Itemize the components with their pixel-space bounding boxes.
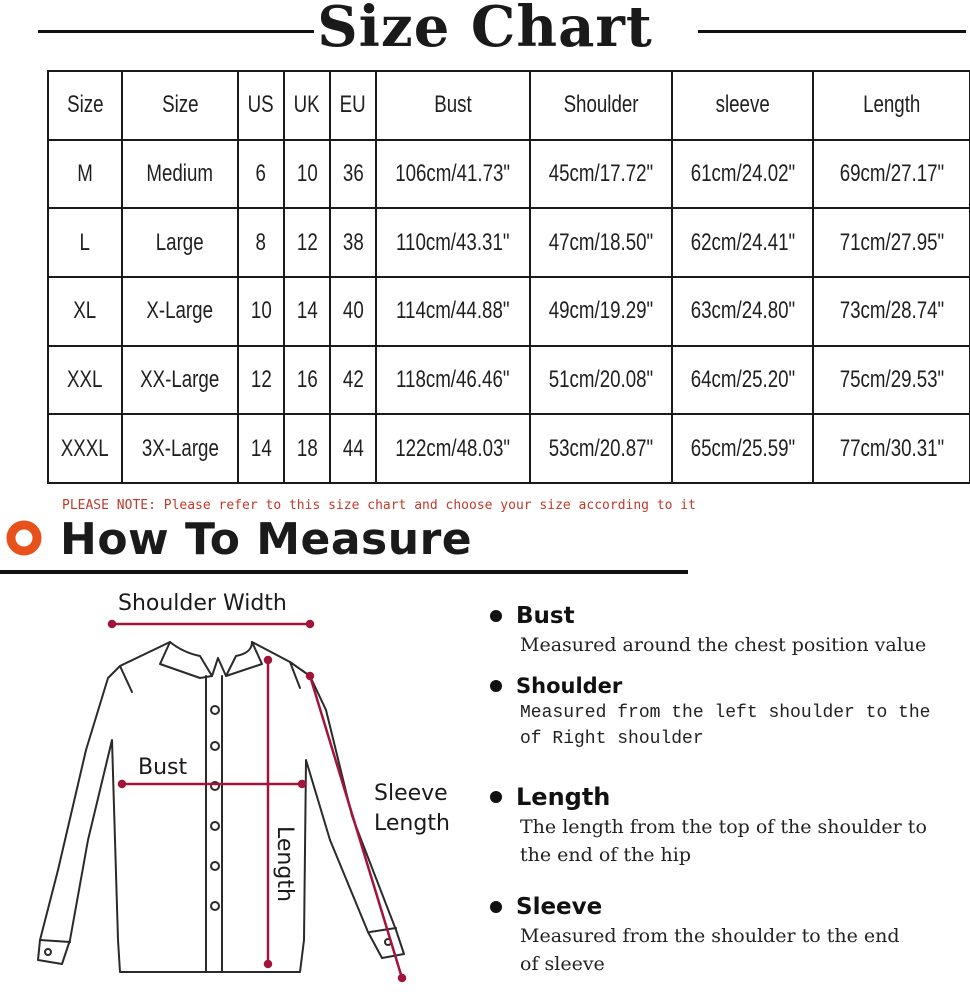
table-row xyxy=(48,277,970,346)
bullet-icon xyxy=(490,610,502,622)
measure-item-text: Measured from the left shoulder to the xyxy=(520,703,931,723)
table-cell: XXL xyxy=(48,346,122,415)
table-cell: 14 xyxy=(284,277,330,346)
sleeve-length-label-1: Sleeve xyxy=(374,781,448,806)
table-cell: 6 xyxy=(238,140,284,209)
measure-item-text: The length from the top of the shoulder to xyxy=(520,816,927,838)
shirt-collar xyxy=(160,642,262,678)
bullet-icon xyxy=(490,680,502,692)
table-cell: 47cm/18.50" xyxy=(530,208,672,277)
bullet-icon xyxy=(490,901,502,913)
table-cell: 49cm/19.29" xyxy=(530,277,672,346)
measure-item-title: Bust xyxy=(516,603,575,629)
table-cell: 12 xyxy=(284,208,330,277)
table-cell: 44 xyxy=(330,414,376,483)
header-cell: Bust xyxy=(376,71,530,140)
measure-item-title: Sleeve xyxy=(516,894,603,920)
orange-ring-icon xyxy=(6,520,42,556)
table-row xyxy=(48,208,970,277)
table-row xyxy=(48,414,970,483)
shirt-cuff xyxy=(40,928,396,942)
table-cell: 53cm/20.87" xyxy=(530,414,672,483)
how-to-measure-rule xyxy=(0,570,688,574)
size-chart-table xyxy=(47,70,970,484)
measure-item-text: of sleeve xyxy=(520,953,605,975)
table-cell: 10 xyxy=(284,140,330,209)
table-cell: 45cm/17.72" xyxy=(530,140,672,209)
bullet-icon xyxy=(490,791,502,803)
table-cell: 77cm/30.31" xyxy=(813,414,970,483)
table-cell: 118cm/46.46" xyxy=(376,346,530,415)
table-cell: 62cm/24.41" xyxy=(672,208,813,277)
page-title: Size Chart xyxy=(317,0,653,60)
table-cell: 40 xyxy=(330,277,376,346)
table-cell: 16 xyxy=(284,346,330,415)
table-cell: 10 xyxy=(238,277,284,346)
header-cell: Size xyxy=(48,71,122,140)
table-cell: 61cm/24.02" xyxy=(672,140,813,209)
table-header-row xyxy=(48,71,970,140)
table-cell: 18 xyxy=(284,414,330,483)
table-cell: 64cm/25.20" xyxy=(672,346,813,415)
sleeve-length-label-2: Length xyxy=(374,811,450,836)
table-cell: Medium xyxy=(122,140,238,209)
measure-item-text: the end of the hip xyxy=(520,844,691,866)
header-cell: US xyxy=(238,71,284,140)
size-note: PLEASE NOTE: Please refer to this size chart and choose your size according to it xyxy=(62,498,696,513)
header-cell: Size xyxy=(122,71,238,140)
table-cell: 71cm/27.95" xyxy=(813,208,970,277)
table-cell: 75cm/29.53" xyxy=(813,346,970,415)
table-cell: 63cm/24.80" xyxy=(672,277,813,346)
table-cell: 51cm/20.08" xyxy=(530,346,672,415)
table-cell: 114cm/44.88" xyxy=(376,277,530,346)
header-cell: Shoulder xyxy=(530,71,672,140)
measure-item-shoulder xyxy=(490,674,960,752)
header-cell: Length xyxy=(813,71,970,140)
table-cell: L xyxy=(48,208,122,277)
header-cell: EU xyxy=(330,71,376,140)
how-to-measure-title: How To Measure xyxy=(60,514,473,565)
table-cell: M xyxy=(48,140,122,209)
length-label: Length xyxy=(272,826,297,902)
header-cell: sleeve xyxy=(672,71,813,140)
table-cell: XX-Large xyxy=(122,346,238,415)
measure-item-bust xyxy=(490,603,960,659)
table-cell: 122cm/48.03" xyxy=(376,414,530,483)
table-cell: 73cm/28.74" xyxy=(813,277,970,346)
table-cell: 42 xyxy=(330,346,376,415)
table-cell: X-Large xyxy=(122,277,238,346)
table-cell: 69cm/27.17" xyxy=(813,140,970,209)
shirt-measure-diagram xyxy=(0,580,470,992)
table-cell: 3X-Large xyxy=(122,414,238,483)
table-row xyxy=(48,346,970,415)
table-cell: 8 xyxy=(238,208,284,277)
header-cell: UK xyxy=(284,71,330,140)
table-cell: XL xyxy=(48,277,122,346)
shoulder-width-label: Shoulder Width xyxy=(118,591,287,616)
table-cell: Large xyxy=(122,208,238,277)
measure-item-title: Shoulder xyxy=(516,674,623,698)
table-cell: 36 xyxy=(330,140,376,209)
measure-item-sleeve xyxy=(490,894,960,978)
measure-item-text: Measured around the chest position value xyxy=(520,634,927,656)
measure-item-text: of Right shoulder xyxy=(520,729,704,749)
measure-item-title: Length xyxy=(516,783,611,811)
table-cell: 12 xyxy=(238,346,284,415)
table-cell: 106cm/41.73" xyxy=(376,140,530,209)
table-cell: 38 xyxy=(330,208,376,277)
table-cell: 110cm/43.31" xyxy=(376,208,530,277)
table-cell: 65cm/25.59" xyxy=(672,414,813,483)
table-cell: XXXL xyxy=(48,414,122,483)
measure-item-text: Measured from the shoulder to the end xyxy=(520,925,900,947)
table-row xyxy=(48,140,970,209)
table-cell: 14 xyxy=(238,414,284,483)
bust-label: Bust xyxy=(138,755,188,780)
measure-item-length xyxy=(490,783,960,869)
